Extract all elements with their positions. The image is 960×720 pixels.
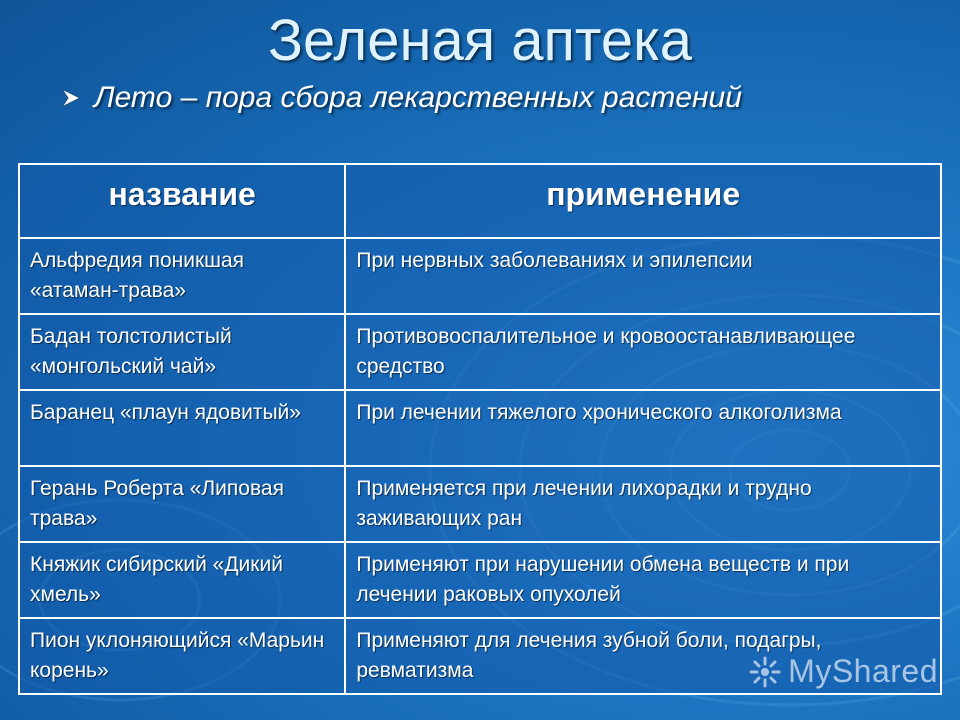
plant-name-cell: Баранец «плаун ядовитый» xyxy=(19,390,345,466)
slide-title: Зеленая аптека xyxy=(267,8,692,73)
table-header-row xyxy=(19,164,941,238)
myshared-logo-icon xyxy=(748,655,782,689)
table-row xyxy=(19,466,941,542)
plant-use-cell: Применяется при лечении лихорадки и трудно заживающих ран xyxy=(345,466,941,542)
plant-use-cell: При нервных заболеваниях и эпилепсии xyxy=(345,238,941,314)
table-row xyxy=(19,390,941,466)
watermark-text: MyShared xyxy=(788,653,938,689)
table-row xyxy=(19,542,941,618)
plant-use-cell: Применяют для лечения зубной боли, подагры, ревматизма xyxy=(345,618,941,694)
header-use: применение xyxy=(345,164,941,238)
plant-name-cell: Княжик сибирский «Дикий хмель» xyxy=(19,542,345,618)
plant-name-cell: Герань Роберта «Липовая трава» xyxy=(19,466,345,542)
plant-name-cell: Альфредия поникшая «атаман-трава» xyxy=(19,238,345,314)
table-row xyxy=(19,238,941,314)
plant-use-cell: При лечении тяжелого хронического алкоголизма xyxy=(345,390,941,466)
slide-subtitle xyxy=(60,78,742,118)
plant-name-cell: Бадан толстолистый «монгольский чай» xyxy=(19,314,345,390)
myshared-watermark xyxy=(748,653,938,690)
plant-name-cell: Пион уклоняющийся «Марьин корень» xyxy=(19,618,345,694)
header-name: название xyxy=(19,164,345,238)
subtitle-text: Лето – пора сбора лекарственных растений xyxy=(94,81,742,114)
plants-table xyxy=(18,163,942,695)
arrow-bullet-icon xyxy=(60,78,82,118)
plant-use-cell: Противовоспалительное и кровоостанавливающее средство xyxy=(345,314,941,390)
table-row xyxy=(19,314,941,390)
plant-use-cell: Применяют при нарушении обмена веществ и при лечении раковых опухолей xyxy=(345,542,941,618)
